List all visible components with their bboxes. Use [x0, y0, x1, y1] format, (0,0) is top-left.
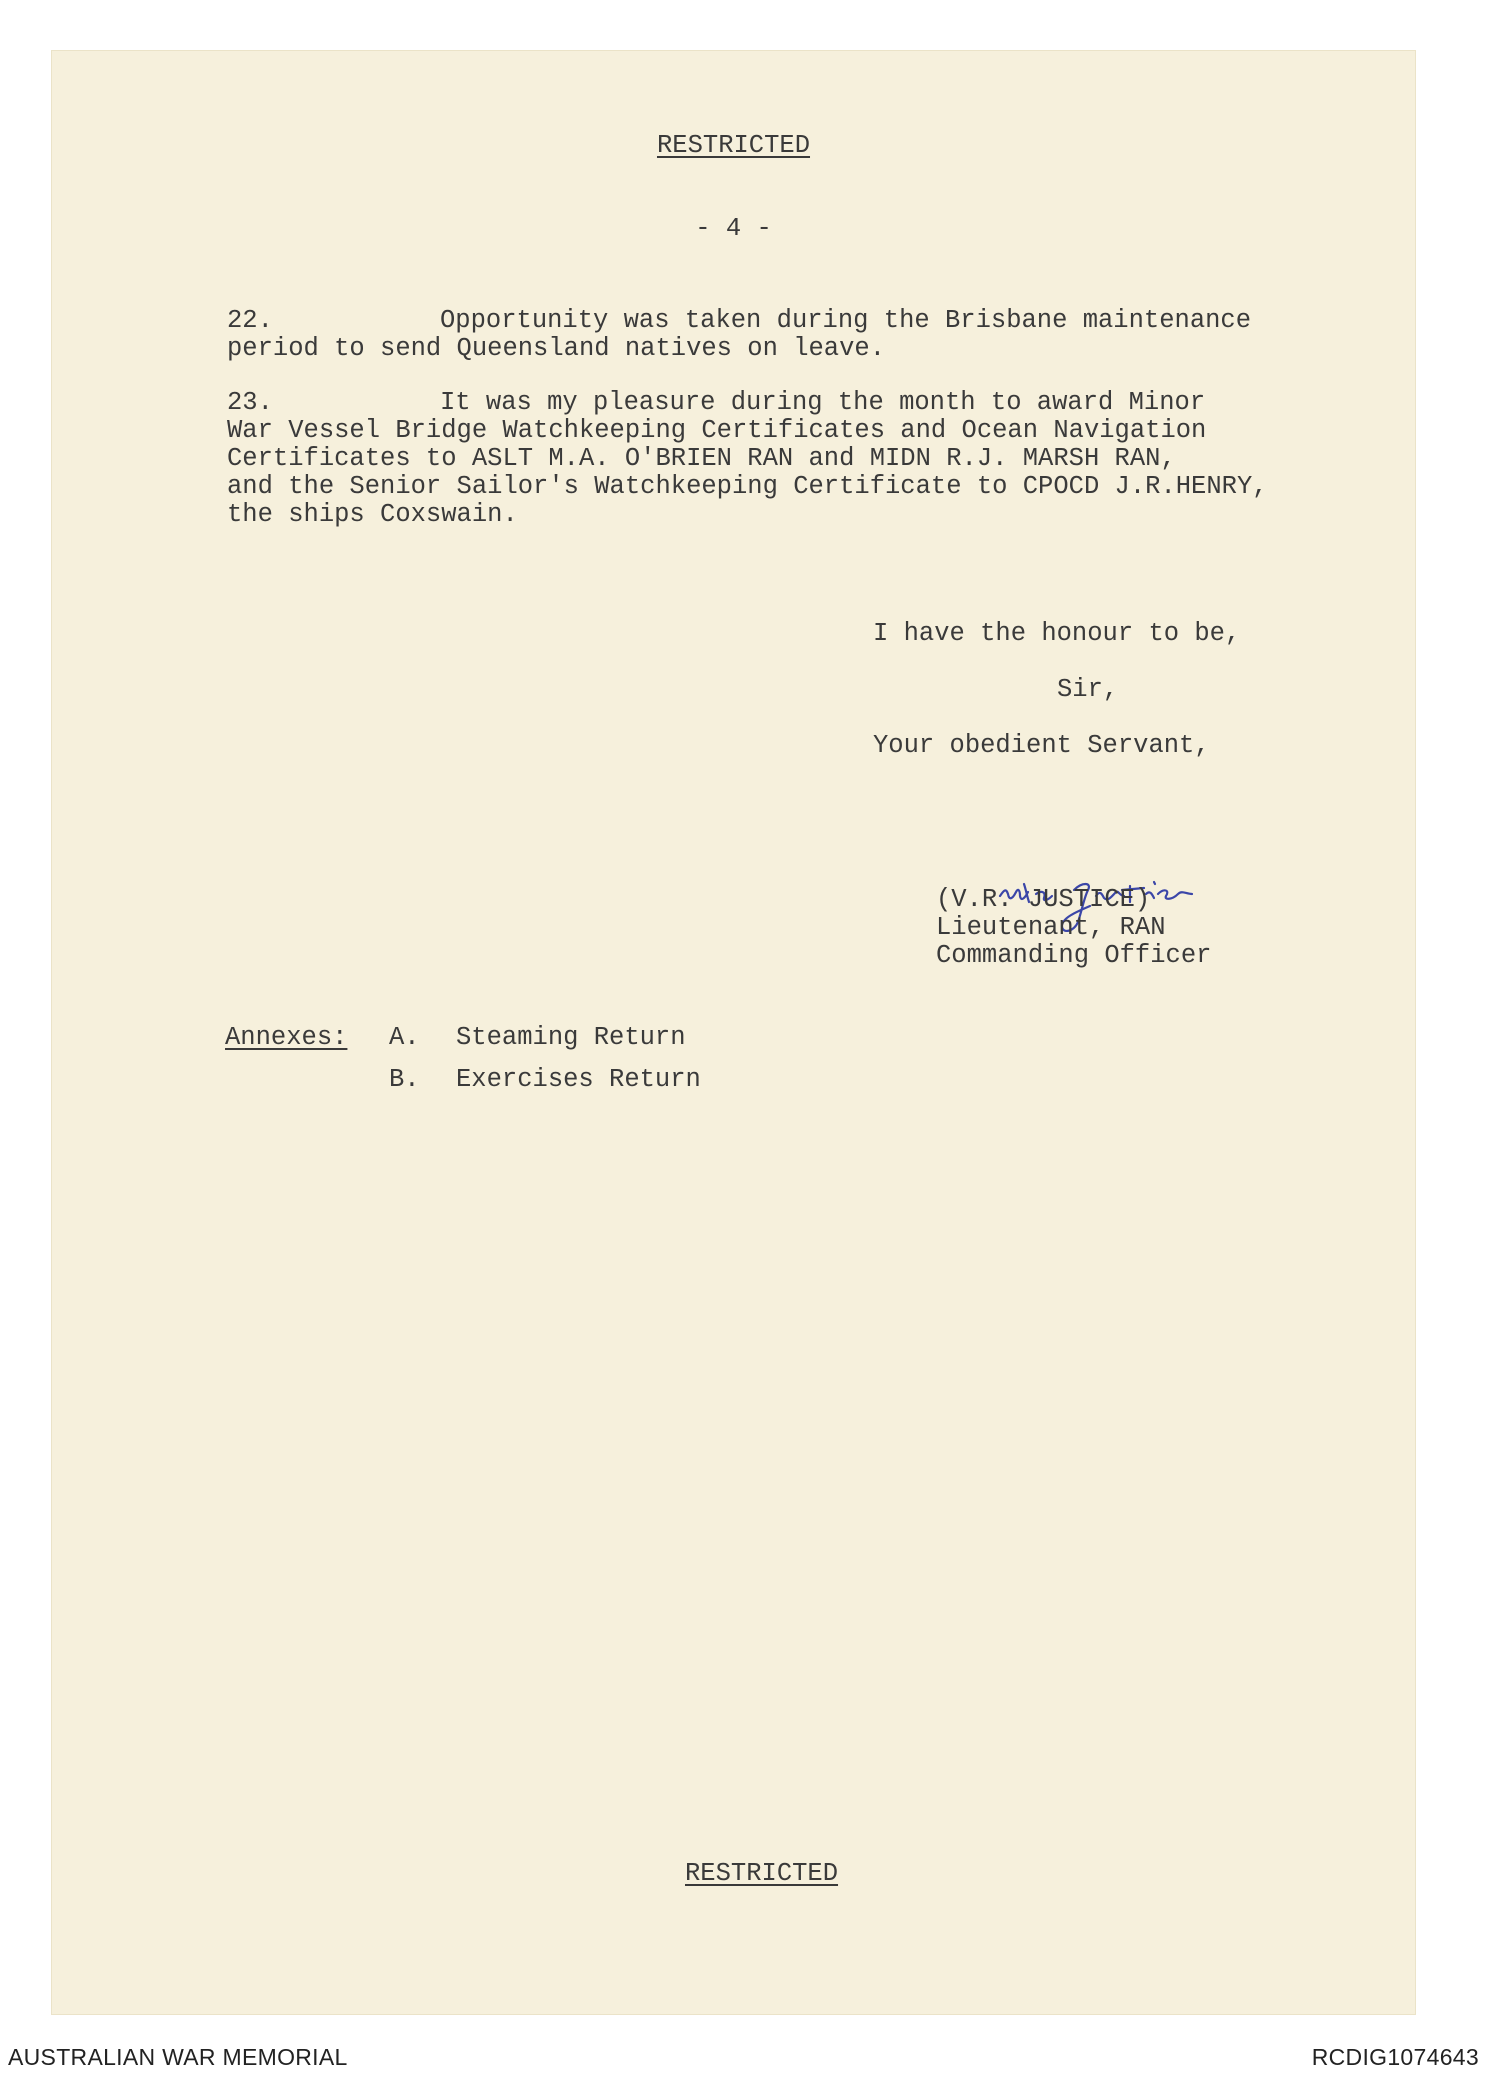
archive-institution: AUSTRALIAN WAR MEMORIAL: [8, 2044, 348, 2070]
page-number: - 4 -: [695, 214, 772, 243]
annex-letter: A.: [389, 1023, 420, 1052]
paragraph-line: the ships Coxswain.: [227, 500, 518, 529]
signatory-name: (V.R. JUSTICE): [936, 885, 1151, 914]
annexes-label: Annexes:: [225, 1023, 348, 1052]
document-page: [51, 50, 1416, 2015]
paragraph-number: 22.: [227, 306, 273, 335]
paragraph-line: War Vessel Bridge Watchkeeping Certificates and Ocean Navigation: [227, 416, 1207, 445]
paragraph-line: period to send Queensland natives on leave.: [227, 334, 886, 363]
closing-line: Your obedient Servant,: [873, 731, 1210, 760]
footer-classification: RESTRICTED: [685, 1859, 839, 1888]
signatory-role: Commanding Officer: [936, 941, 1212, 970]
closing-salutation: Sir,: [1057, 675, 1119, 704]
annex-letter: B.: [389, 1065, 420, 1094]
paragraph-number: 23.: [227, 388, 273, 417]
paragraph-line: Certificates to ASLT M.A. O'BRIEN RAN and MIDN R.J. MARSH RAN,: [227, 444, 1176, 473]
signatory-rank: Lieutenant, RAN: [936, 913, 1166, 942]
annex-title: Steaming Return: [456, 1023, 686, 1052]
closing-line: I have the honour to be,: [873, 619, 1241, 648]
paragraph-line: It was my pleasure during the month to award Minor: [440, 388, 1206, 417]
archive-reference: RCDIG1074643: [1311, 2044, 1479, 2070]
paragraph-line: Opportunity was taken during the Brisbane maintenance: [440, 306, 1252, 335]
header-classification: RESTRICTED: [656, 131, 811, 160]
annex-title: Exercises Return: [456, 1065, 701, 1094]
paragraph-line: and the Senior Sailor's Watchkeeping Certificate to CPOCD J.R.HENRY,: [227, 472, 1268, 501]
